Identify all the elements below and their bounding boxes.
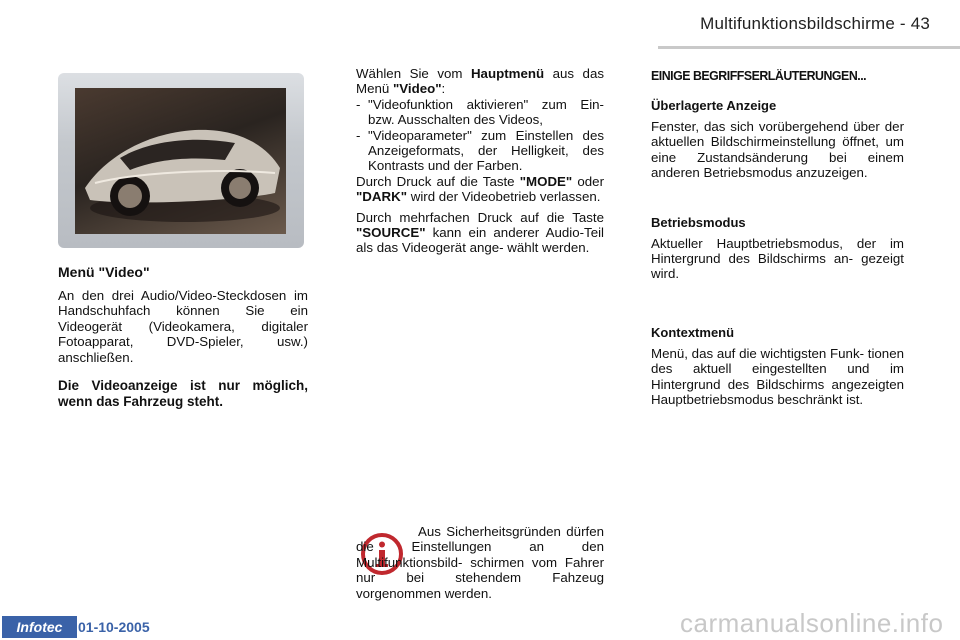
safety-text: Aus Sicherheitsgründen dürfen die Einstellungen an den Multifunktionsbild- schirmen vom Fahrer nur bei stehendem Fahzeug vorgenommen werden. (356, 524, 604, 601)
safety-warning (356, 524, 604, 601)
source-paragraph: Durch mehrfachen Druck auf die Taste "SOURCE" kann ein anderer Audio-Teil als das Videogerät ange- wählt werden. (356, 209, 604, 256)
watermark: carmanualsonline.info (680, 608, 944, 638)
list-item: - "Videofunktion aktivieren" zum Ein- bzw. Ausschalten des Videos, (356, 97, 604, 128)
glossary-definition: Aktueller Hauptbetriebsmodus, der im Hintergrund des Bildschirms an- gezeigt wird. (651, 235, 904, 282)
list-item: - "Videoparameter" zum Einstellen des Anzeigeformats, der Helligkeit, des Kontrasts und der Farben. (356, 128, 604, 174)
glossary-term: Kontextmenü (651, 324, 735, 340)
video-menu-intro: An den drei Audio/Video-Steckdosen im Handschuhfach können Sie ein Videogerät (Videokamera, digitaler Fotoapparat, DVD-Spieler, usw.) anschließen. (58, 288, 308, 365)
glossary-section (651, 68, 904, 407)
video-instructions (356, 66, 604, 256)
display-image (75, 88, 286, 234)
glossary-definition: Menü, das auf die wichtigsten Funk- tionen des aktuell eingestellten und im Hintergrund des Bildschirms angezeigten Hauptbetriebsmodus beschränkt ist. (651, 345, 904, 408)
option-list (356, 97, 604, 174)
glossary-term: Überlagerte Anzeige (651, 98, 777, 113)
footer-date: 01-10-2005 (78, 619, 150, 635)
intro-paragraph: Wählen Sie vom Hauptmenü aus das Menü "Video": (356, 66, 604, 97)
glossary-term: Betriebsmodus (651, 214, 746, 230)
glossary-entry (651, 215, 904, 282)
glossary-entry (651, 98, 904, 181)
page-header-title: Multifunktionsbildschirme - 43 (700, 14, 930, 33)
video-menu-section (58, 264, 308, 409)
section-heading: Menü "Video" (58, 264, 150, 280)
mode-paragraph: Durch Druck auf die Taste "MODE" oder "DARK" wird der Videobetrieb verlassen. (356, 173, 605, 205)
infotec-badge: Infotec (2, 616, 77, 638)
glossary-title: EINIGE BEGRIFFSERLÄUTERUNGEN... (651, 68, 867, 83)
video-safety-note: Die Videoanzeige ist nur möglich, wenn das Fahrzeug steht. (58, 378, 308, 409)
header-rule (658, 46, 960, 49)
glossary-definition: Fenster, das sich vorübergehend über der aktuellen Bildschirmeinstellung öffnet, um eine Zustandsänderung bei einem anderen Betriebsmodus anzuzeigen. (651, 119, 904, 181)
glossary-entry (651, 325, 904, 408)
